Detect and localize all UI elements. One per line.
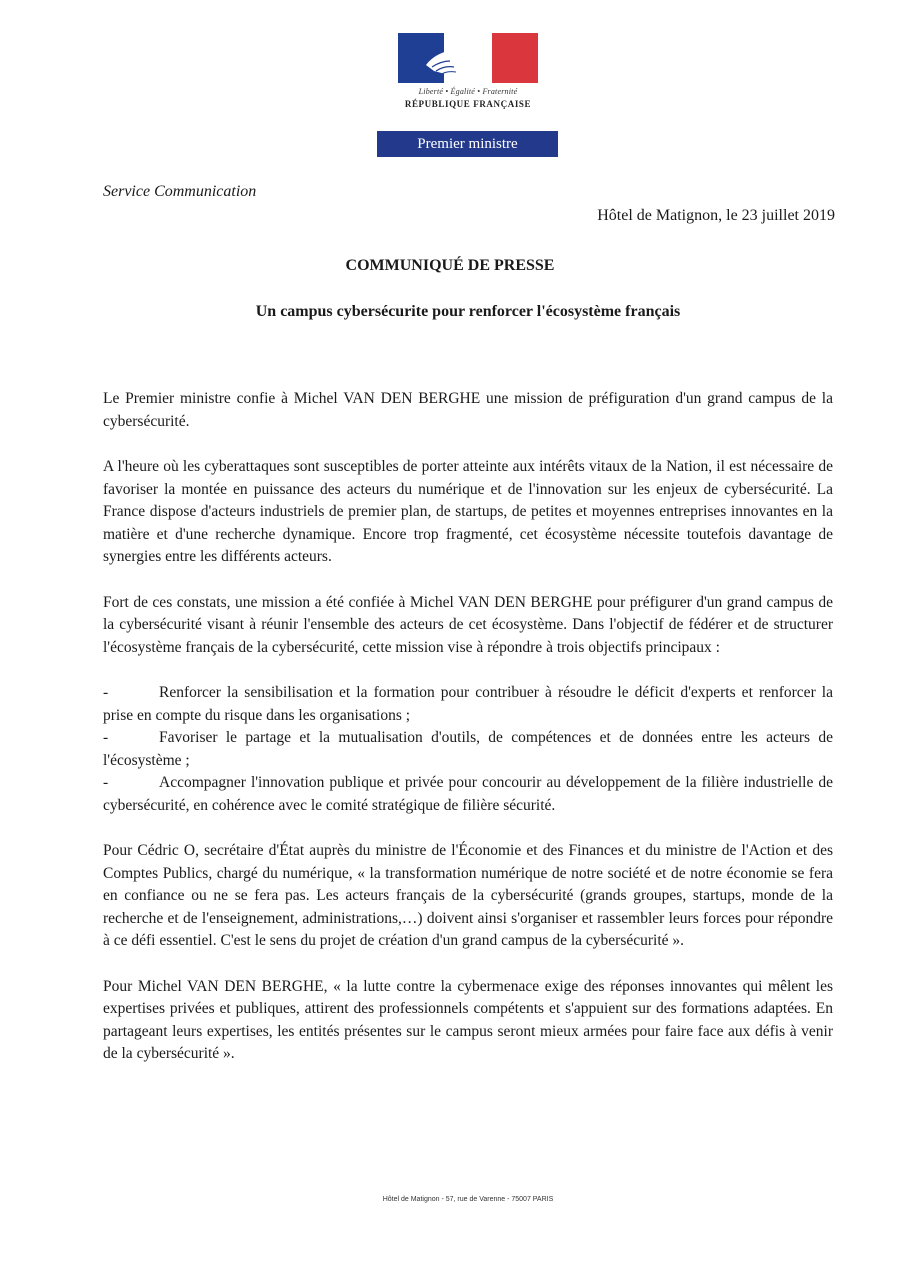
republique-francaise-logo: [398, 33, 538, 109]
motto: Liberté • Égalité • Fraternité: [418, 87, 518, 96]
objectives-list: [103, 682, 833, 817]
objective-item: - Renforcer la sensibilisation et la formation pour contribuer à résoudre le déficit d'experts et renforcer la prise en compte du risque dans les organisations ;: [103, 682, 833, 727]
objective-item: - Accompagner l'innovation publique et privée pour concourir au développement de la filière industrielle de cybersécurité, en cohérence avec le comité stratégique de filière sécurité.: [103, 772, 833, 817]
document-body: [103, 388, 833, 1089]
marianne-profile-icon: [422, 37, 492, 79]
footer-address: Hôtel de Matignon - 57, rue de Varenne - 75007 PARIS: [382, 1196, 554, 1203]
objective-item: - Favoriser le partage et la mutualisation d'outils, de compétences et de données entre les acteurs de l'écosystème ;: [103, 727, 833, 772]
date-line: Hôtel de Matignon, le 23 juillet 2019: [597, 207, 835, 224]
paragraph-5: Pour Michel VAN DEN BERGHE, « la lutte contre la cybermenace exige des réponses innovantes qui mêlent les expertises privées et publiques, attirent des professionnels compétents et s'appuient sur des formations adaptées. En partageant leurs expertises, les entités présentes sur le campus seront mieux armées pour faire face aux défis à venir de la cybersécurité ».: [103, 977, 833, 1062]
republique-label: RÉPUBLIQUE FRANÇAISE: [404, 99, 532, 109]
premier-ministre-banner: Premier ministre: [377, 131, 558, 157]
service-label: Service Communication: [103, 183, 257, 200]
paragraph-2: A l'heure où les cyberattaques sont susceptibles de porter atteinte aux intérêts vitaux de la Nation, il est nécessaire de favoriser la montée en puissance des acteurs du numérique et de l'innovation sur les enjeux de cybersécurité. La France dispose d'acteurs industriels de premier plan, de startups, de petites et moyennes entreprises innovantes en la matière et d'une recherche dynamique. Encore trop fragmenté, cet écosystème nécessite toutefois davantage de synergies entre les différents acteurs.: [103, 458, 833, 565]
paragraph-3: Fort de ces constats, une mission a été confiée à Michel VAN DEN BERGHE pour préfigurer d'un grand campus de la cybersécurité visant à réunir l'ensemble des acteurs de cet écosystème. Dans l'objectif de fédérer et de structurer l'écosystème français de la cybersécurité, cette mission vise à répondre à trois objectifs principaux :: [103, 593, 833, 656]
tricolor-flag: [398, 33, 538, 83]
paragraph-1: Le Premier ministre confie à Michel VAN DEN BERGHE une mission de préfiguration d'un grand campus de la cybersécurité.: [103, 390, 833, 430]
paragraph-4: Pour Cédric O, secrétaire d'État auprès du ministre de l'Économie et des Finances et du ministre de l'Action et des Comptes Publics, chargé du numérique, « la transformation numérique de notre société et de notre économie se fera en confiance ou ne se fera pas. Les acteurs français de la cybersécurité (grands groupes, startups, monde de la recherche et de l'enseignement, administrations,…) doivent ainsi s'organiser et rassembler leurs forces pour répondre à ce défi essentiel. C'est le sens du projet de création d'un grand campus de la cybersécurité ».: [103, 842, 833, 949]
document-title: Un campus cybersécurite pour renforcer l'écosystème français: [255, 303, 681, 320]
document-type: COMMUNIQUÉ DE PRESSE: [345, 257, 555, 274]
